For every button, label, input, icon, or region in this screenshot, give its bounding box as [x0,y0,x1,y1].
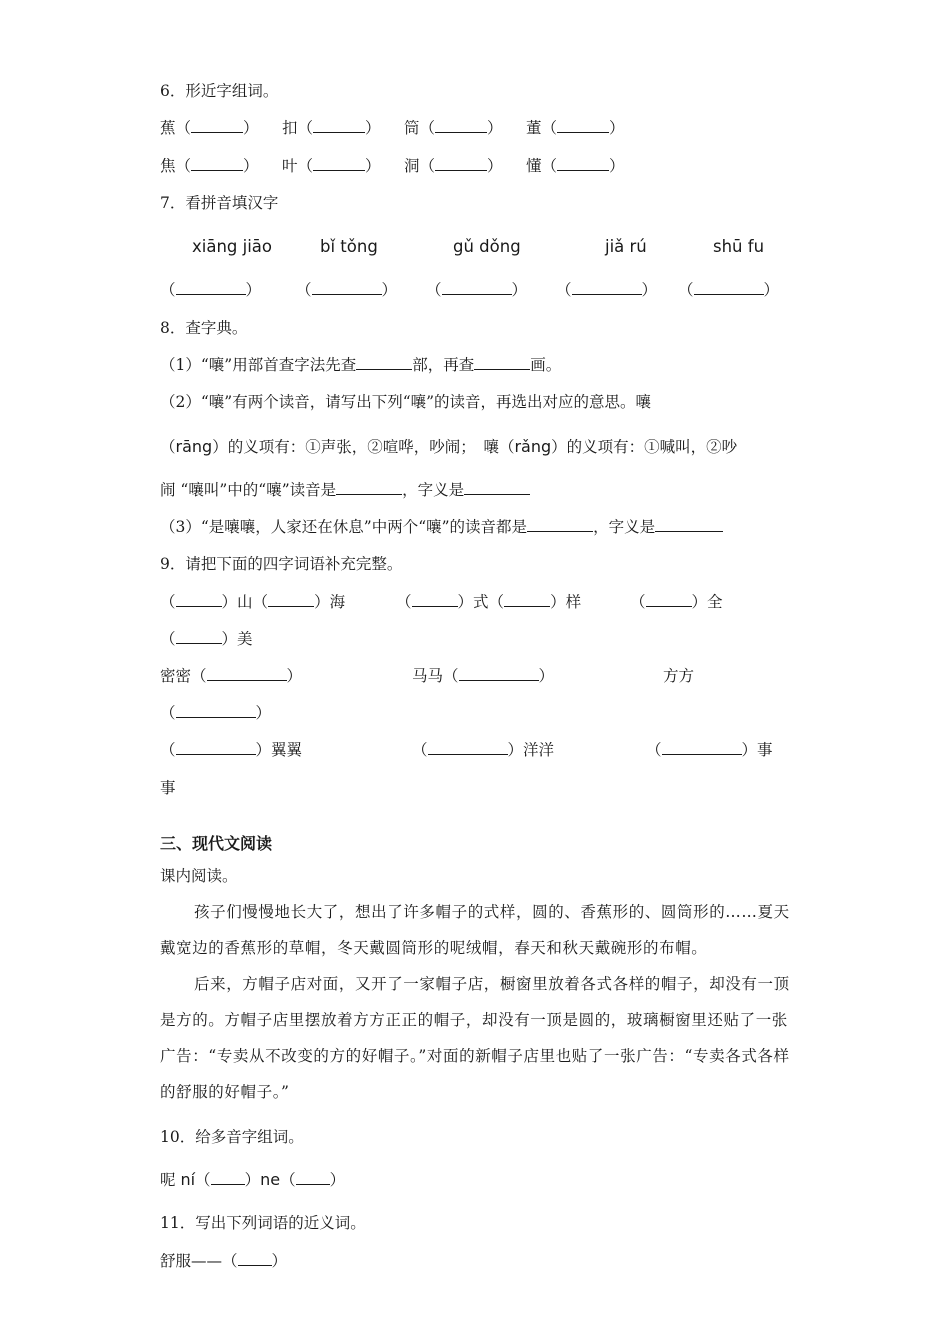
q8-part1: （1）“嚷”用部首查字法先查 部，再查 画。 [160,356,562,374]
q6-row1-item: 筒（ ） [404,119,503,137]
q8-title: 8．查字典。 [160,319,248,337]
reading-passage [160,894,790,1110]
answer-blank[interactable]: （ ） [426,281,528,299]
q6-row2-item: 懂（ ） [526,157,625,175]
q6-row1-item: 蕉（ ） [160,119,259,137]
q11-title: 11．写出下列词语的近义词。 [160,1214,366,1232]
q8-part2-line2: （rāng）的义项有：①声张，②喧哗，吵闹； 嚷（rǎng）的义项有：①喊叫，②吵 [160,437,738,456]
q6-row2-item: 焦（ ） [160,157,259,175]
q6-row1-item: 扣（ ） [282,119,381,137]
pinyin-label: shū fu [713,237,765,256]
q9-idiom-3a: （ ）全 [630,593,723,611]
q11-item: 舒服——（ ） [160,1252,288,1270]
q9-word-4: （ ）翼翼 [160,741,303,759]
q6-row2-item: 洞（ ） [404,157,503,175]
q7-title: 7．看拼音填汉字 [160,194,279,212]
q6-row2-item: 叶（ ） [282,157,381,175]
q6-row1-item: 董（ ） [526,119,625,137]
q9-word-1: 密密（ ） [160,667,303,685]
answer-blank[interactable]: （ ） [678,281,780,299]
answer-blank[interactable]: （ ） [160,281,262,299]
pinyin-label: gǔ dǒng [453,237,521,256]
q8-part2-line1: （2）“嚷”有两个读音，请写出下列“嚷”的读音，再选出对应的意思。嚷 [160,393,652,411]
q6-title: 6．形近字组词。 [160,82,279,100]
q9-word-6: （ ）事 [646,741,773,759]
pinyin-label: xiāng jiāo [192,237,273,256]
q9-idiom-3b: （ ）美 [160,630,253,648]
q10-title: 10．给多音字组词。 [160,1128,304,1146]
q9-word-3-blank: （ ） [160,704,272,722]
q9-word-5: （ ）洋洋 [412,741,555,759]
q9-word-2: 马马（ ） [412,667,555,685]
pinyin-label: bǐ tǒng [320,237,378,256]
q9-idiom-1: （ ）山（ ）海 [160,593,346,611]
section-title: 三、现代文阅读 [160,834,273,853]
answer-blank[interactable]: （ ） [556,281,658,299]
passage-paragraph: 后来，方帽子店对面，又开了一家帽子店，橱窗里放着各式各样的帽子，却没有一顶是方的。方帽子店里摆放着方方正正的帽子，却没有一顶是圆的，玻璃橱窗里还贴了一张广告：“专卖从不改变的方的好帽子。”对面的新帽子店里也贴了一张广告：“专卖各式各样的舒服的好帽子。” [160,975,790,1101]
q9-idiom-2: （ ）式（ ）样 [396,593,582,611]
q9-word-3: 方方 [663,667,695,685]
section-subtitle: 课内阅读。 [160,867,238,885]
answer-blank[interactable]: （ ） [296,281,398,299]
q9-title: 9．请把下面的四字词语补充完整。 [160,555,403,573]
q8-part3: （3）“是嚷嚷，人家还在休息”中两个“嚷”的读音都是 ，字义是 [160,517,723,537]
passage-paragraph: 孩子们慢慢地长大了，想出了许多帽子的式样，圆的、香蕉形的、圆筒形的……夏天戴宽边的香蕉形的草帽，冬天戴圆筒形的呢绒帽，春天和秋天戴碗形的布帽。 [160,903,790,957]
q8-part2-line3: 闹 “嚷叫”中的“嚷”读音是 ，字义是 [160,480,530,500]
q10-item: 呢 ní（ ）ne（ ） [160,1170,346,1189]
q9-word-6-end: 事 [160,779,176,797]
pinyin-label: jiǎ rú [605,237,647,256]
